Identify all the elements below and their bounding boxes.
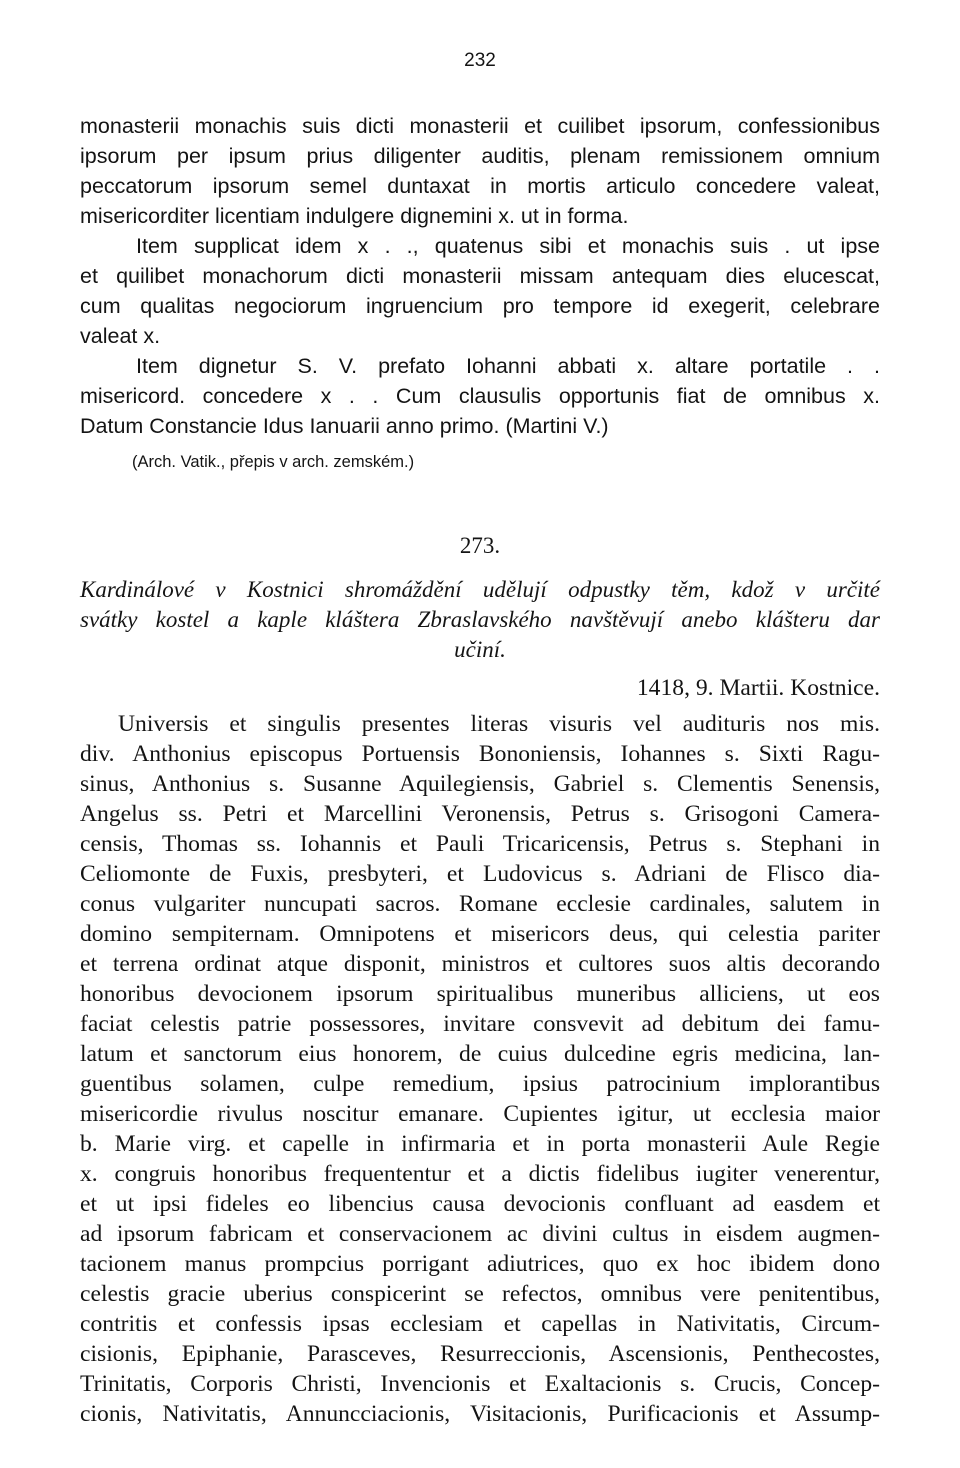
body-line: cisionis, Epiphanie, Parasceves, Resurreccionis, Ascensionis, Penthecostes,: [80, 1341, 880, 1367]
document-heading-line: svátky kostel a kaple kláštera Zbraslavského navštěvují anebo klášteru dar: [80, 607, 880, 632]
body-line: cionis, Nativitatis, Annuncciacionis, Visitacionis, Purificacionis et Assump-: [80, 1401, 880, 1427]
body-line: Trinitatis, Corporis Christi, Invencionis et Exaltacionis s. Crucis, Concep-: [80, 1371, 880, 1397]
body-line: sinus, Anthonius s. Susanne Aquilegiensis, Gabriel s. Clementis Senensis,: [80, 771, 880, 797]
body-line: x. congruis honoribus frequententur et a dictis fidelibus iugiter venerentur,: [80, 1161, 880, 1187]
body-line: ad ipsorum fabricam et conservacionem ac divini cultus in eisdem augmen-: [80, 1221, 880, 1247]
text-line: Datum Constancie Idus Ianuarii anno primo. (Martini V.): [80, 414, 609, 438]
text-line: cum qualitas negociorum ingruencium pro tempore id exegerit, celebrare: [80, 294, 880, 318]
date-place: 1418, 9. Martii. Kostnice.: [636, 675, 880, 701]
text-line: Item supplicat idem x . ., quatenus sibi et monachis suis . ut ipse: [136, 234, 880, 258]
body-line: conus vulgariter nuncupati sacros. Romane ecclesie cardinales, salutem in: [80, 891, 880, 917]
body-line: et terrena ordinat atque disponit, ministros et cultores suos altis decorando: [80, 951, 880, 977]
document-heading-line: Kardinálové v Kostnici shromáždění udělují odpustky těm, kdož v určité: [80, 577, 880, 602]
body-line: Universis et singulis presentes literas visuris vel audituris nos mis.: [118, 711, 880, 737]
body-line: tacionem manus prompcius porrigant adiutrices, quo ex hoc ibidem dono: [80, 1251, 880, 1277]
body-line: domino sempiternam. Omnipotens et misericors deus, qui celestia pariter: [80, 921, 880, 947]
body-line: misericordie rivulus noscitur emanare. Cupientes igitur, ut ecclesia maior: [80, 1101, 880, 1127]
text-line: ipsorum per ipsum prius diligenter auditis, plenam remissionem omnium: [80, 144, 880, 168]
text-line: misericord. concedere x . . Cum clausulis opportunis fiat de omnibus x.: [80, 384, 880, 408]
source-note: (Arch. Vatik., přepis v arch. zemském.): [132, 453, 415, 471]
body-line: latum et sanctorum eius honorem, de cuius dulcedine egris medicina, lan-: [80, 1041, 880, 1067]
text-line: peccatorum ipsorum semel duntaxat in mortis articulo concedere valeat,: [80, 174, 880, 198]
text-line: valeat x.: [80, 324, 161, 348]
body-line: honoribus devocionem ipsorum spiritualibus muneribus alliciens, ut eos: [80, 981, 880, 1007]
body-line: faciat celestis patrie possessores, invitare consvevit ad debitum dei famu-: [80, 1011, 880, 1037]
document-number: 273.: [459, 533, 501, 558]
body-line: censis, Thomas ss. Iohannis et Pauli Tricaricensis, Petrus s. Stephani in: [80, 831, 880, 857]
text-line: Item dignetur S. V. prefato Iohanni abbati x. altare portatile . .: [136, 354, 880, 378]
body-line: et ut ipsi fideles eo libencius causa devocionis confluant ad easdem et: [80, 1191, 880, 1217]
text-line: monasterii monachis suis dicti monasterii et cuilibet ipsorum, confessionibus: [80, 114, 880, 138]
document-heading-line: učiní.: [454, 637, 506, 662]
body-line: guentibus solamen, culpe remedium, ipsius patrocinium implorantibus: [80, 1071, 880, 1097]
body-line: celestis gracie uberius conspicerint se refectos, omnibus vere penitentibus,: [80, 1281, 880, 1307]
body-line: contritis et confessis ipsas ecclesiam et capellas in Nativitatis, Circum-: [80, 1311, 880, 1337]
text-line: misericorditer licentiam indulgere dignemini x. ut in forma.: [80, 204, 629, 228]
text-line: et quilibet monachorum dicti monasterii missam antequam dies elucescat,: [80, 264, 880, 288]
body-line: b. Marie virg. et capelle in infirmaria et in porta monasterii Aule Regie: [80, 1131, 880, 1157]
body-line: Angelus ss. Petri et Marcellini Veronensis, Petrus s. Grisogoni Camera-: [80, 801, 880, 827]
body-line: div. Anthonius episcopus Portuensis Bononiensis, Iohannes s. Sixti Ragu-: [80, 741, 880, 767]
body-line: Celiomonte de Fuxis, presbyteri, et Ludovicus s. Adriani de Flisco dia-: [80, 861, 880, 887]
page-number: 232: [464, 50, 496, 71]
